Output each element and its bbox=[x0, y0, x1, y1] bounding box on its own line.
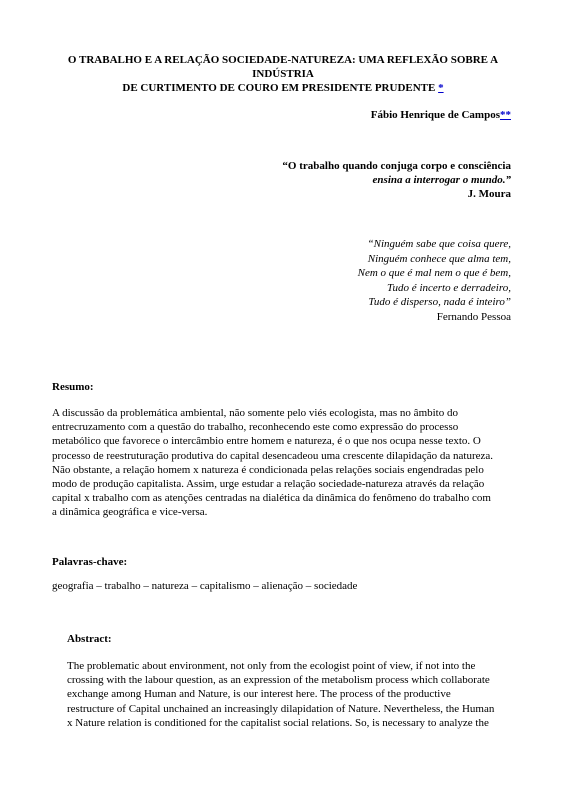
abstract-line: x Nature relation is conditioned for the capitalist social relations. So, is necessary to analyze the bbox=[67, 716, 489, 729]
author-name: Fábio Henrique de Campos bbox=[370, 109, 500, 121]
title-footnote-link[interactable]: * bbox=[438, 82, 444, 94]
keywords-text: geografia – trabalho – natureza – capitalismo – alienação – sociedade bbox=[52, 580, 358, 592]
resumo-line: A discussão da problemática ambiental, não somente pelo viés ecologista, mas no âmbito do bbox=[52, 407, 458, 419]
abstract-line: exchange among Human and Nature, is our interest here. The process of the productive bbox=[67, 688, 451, 701]
resumo-line: capital x trabalho com as atenções centradas na dialética da dinâmica do fenômeno do trabalho com bbox=[52, 492, 491, 505]
epigraph-pessoa-line: Ninguém conhece que alma tem, bbox=[367, 252, 511, 265]
resumo-line: entrecruzamento com a questão do trabalho, reconhecendo este como expressão do processo bbox=[52, 421, 459, 434]
epigraph-moura bbox=[151, 159, 511, 201]
epigraph-pessoa bbox=[151, 237, 511, 324]
epigraph-pessoa-attribution: Fernando Pessoa bbox=[436, 310, 511, 323]
resumo-line: modo de produção capitalista. Assim, urge estudar a relação sociedade-natureza através da relação bbox=[52, 478, 485, 491]
title-line-1: O TRABALHO E A RELAÇÃO SOCIEDADE-NATUREZA: UMA REFLEXÃO SOBRE A bbox=[67, 54, 499, 66]
abstract-line: restructure of Capital unchained an increasingly dilapidation of Nature. Nevertheless, the Human bbox=[67, 702, 495, 715]
paper-title bbox=[48, 53, 518, 95]
epigraph-pessoa-line: Nem o que é mal nem o que é bem, bbox=[357, 267, 511, 279]
resumo-heading: Resumo: bbox=[52, 381, 94, 393]
abstract-line: The problematic about environment, not only from the ecologist point of view, if not into the bbox=[67, 660, 476, 672]
abstract-paragraph bbox=[67, 659, 514, 730]
keywords-heading: Palavras-chave: bbox=[52, 556, 128, 568]
resumo-line: a dinâmica geográfica e vice-versa. bbox=[52, 506, 208, 519]
abstract-line: crossing with the labour question, as an expression of the metabolism process which collaborate bbox=[67, 674, 490, 687]
resumo-line: processo de reestruturação produtiva do capital desencadeou uma crescente dilapidação da natureza. bbox=[52, 449, 494, 462]
epigraph-moura-line-1: “O trabalho quando conjuga corpo e consciência bbox=[282, 160, 511, 172]
resumo-paragraph bbox=[52, 406, 514, 520]
epigraph-pessoa-line: Tudo é incerto e derradeiro, bbox=[387, 281, 511, 294]
epigraph-pessoa-line: “Ninguém sabe que coisa quere, bbox=[367, 238, 511, 250]
author-line bbox=[371, 109, 511, 121]
title-line-2: INDÚSTRIA bbox=[252, 68, 314, 80]
epigraph-moura-attribution: J. Moura bbox=[467, 188, 511, 200]
epigraph-pessoa-line: Tudo é disperso, nada é inteiro” bbox=[368, 296, 511, 308]
title-line-3 bbox=[48, 81, 518, 95]
epigraph-moura-line-2: ensina a interrogar o mundo.” bbox=[372, 174, 511, 186]
resumo-line: Não obstante, a relação homem x natureza é condicionada pelas relações sociais engendradas pelo bbox=[52, 463, 484, 476]
abstract-heading: Abstract: bbox=[67, 633, 112, 645]
author-footnote-link[interactable]: ** bbox=[500, 109, 511, 121]
resumo-line: metabólico que favorece o intercâmbio entre homem e natureza, é o que nos ocupa nesse texto. O bbox=[52, 435, 481, 448]
title-line-3-text: DE CURTIMENTO DE COURO EM PRESIDENTE PRUDENTE bbox=[122, 82, 439, 94]
